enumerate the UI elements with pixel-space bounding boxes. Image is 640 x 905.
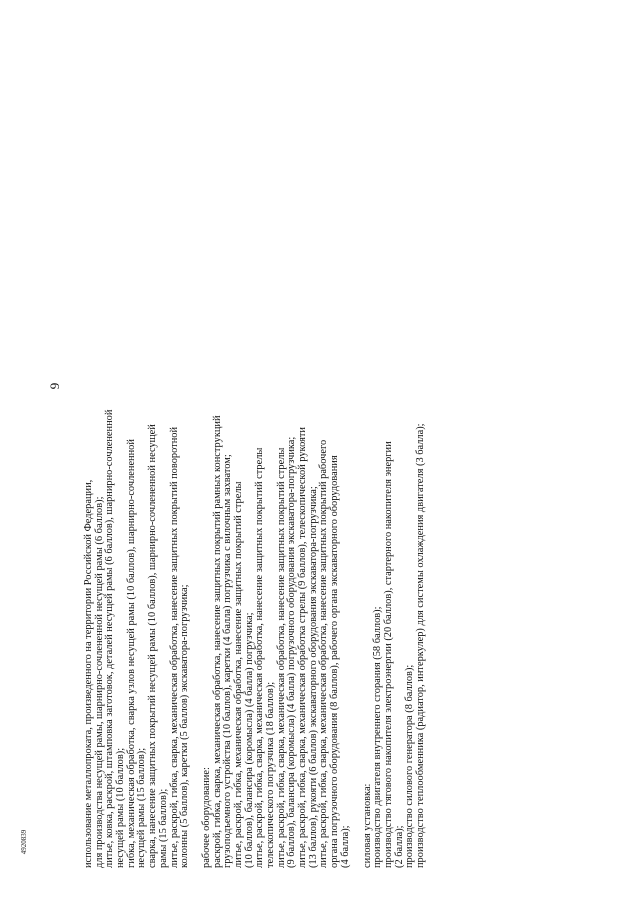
paragraph-frame-production [84, 38, 191, 868]
text-line: литье, раскрой, гибка, сварка, механическая обработка, нанесение защитных покрытий поворотной [168, 426, 180, 868]
text-line: сварка, нанесение защитных покрытий несущей рамы (10 баллов), шарнирно-сочлененной несущей [147, 424, 159, 868]
text-line: (2 балла); [393, 825, 405, 868]
text-line: (4 балла); [339, 825, 351, 868]
text-line: колонны (5 баллов), каретки (5 баллов) экскаватора-погрузчика; [179, 584, 191, 868]
paragraph-gap [352, 38, 363, 868]
text-line: литье, раскрой, гибка, сварка, механическая обработка стрелы (9 баллов), телескопической рукояти [297, 427, 309, 868]
text-line: несущей рамы (15 баллов); [136, 747, 148, 868]
text-line: производство теплообменника (радиатор, интеркулер) для системы охлаждения двигателя (3 балла); [414, 423, 426, 868]
text-line: грузоподъемного устройства (10 баллов), каретки (4 балла) погрузчика с вилочным захватом; [222, 454, 234, 868]
text-line: литье, раскрой, гибка, сварка, механическая обработка, нанесение защитных покрытий стрелы [254, 447, 266, 868]
text-line: несущей рамы (10 баллов); [115, 747, 127, 868]
text-line: производство силового генератора (8 баллов); [404, 664, 416, 868]
text-line: для производства несущей рамы, шарнирно-сочлененной несущей рамы (6 баллов); [93, 496, 105, 868]
paragraph-working-equipment [202, 38, 352, 868]
text-line: рамы (15 баллов); [157, 788, 169, 868]
section-heading: рабочее оборудование: [200, 767, 212, 868]
paragraph-gap [191, 38, 202, 868]
document-body-rotated [84, 38, 562, 868]
text-line: литье, раскрой, гибка, сварка, механическая обработка, нанесение защитных покрытий стрелы [275, 447, 287, 868]
text-line: телескопического погрузчика (18 баллов); [265, 681, 276, 868]
text-line: литье, раскрой, гибка, механическая обработка, нанесение защитных покрытий стрелы [232, 481, 244, 868]
text-line: (10 баллов), балансира (коромысла) (4 балла) погрузчика; [243, 612, 255, 868]
text-line: литье, раскрой, гибка, сварка, механическая обработка, нанесение защитных покрытий рабочего [318, 439, 330, 868]
document-text [84, 38, 427, 868]
text-line: литье, ковка, раскрой, штамповка заготовок, деталей несущей рамы (6 баллов), шарнирно-сочлененной [104, 409, 116, 868]
text-line: производство двигателя внутреннего сгорания (58 баллов); [372, 606, 384, 868]
section-heading: силовая установка: [361, 783, 373, 868]
paragraph-power-unit [363, 38, 427, 868]
text-line: (9 баллов), балансира (коромысла) (4 балла) погрузочного оборудования экскаватора-погрузчика; [286, 436, 298, 868]
document-id: 4920839 [20, 829, 28, 855]
text-line: раскрой, гибка, сварка, механическая обработка, нанесение защитных покрытий рамных конструкций [211, 415, 223, 868]
text-line: использование металлопроката, произведенного на территории Российской Федерации, [83, 479, 94, 868]
text-line: гибка, механическая обработка, сварка узлов несущей рамы (10 баллов), шарнирно-сочлененной [125, 439, 137, 868]
text-line: органа погрузочного оборудования (8 баллов), рабочего органа экскаваторного оборудования [329, 455, 341, 868]
text-line: производство тягового накопителя электроэнергии (20 баллов), стартерного накопителя энергии [382, 441, 394, 868]
page-number: 9 [47, 382, 62, 390]
text-line: (13 баллов), рукояти (6 баллов) экскаваторного оборудования экскаватора-погрузчика; [307, 486, 319, 868]
